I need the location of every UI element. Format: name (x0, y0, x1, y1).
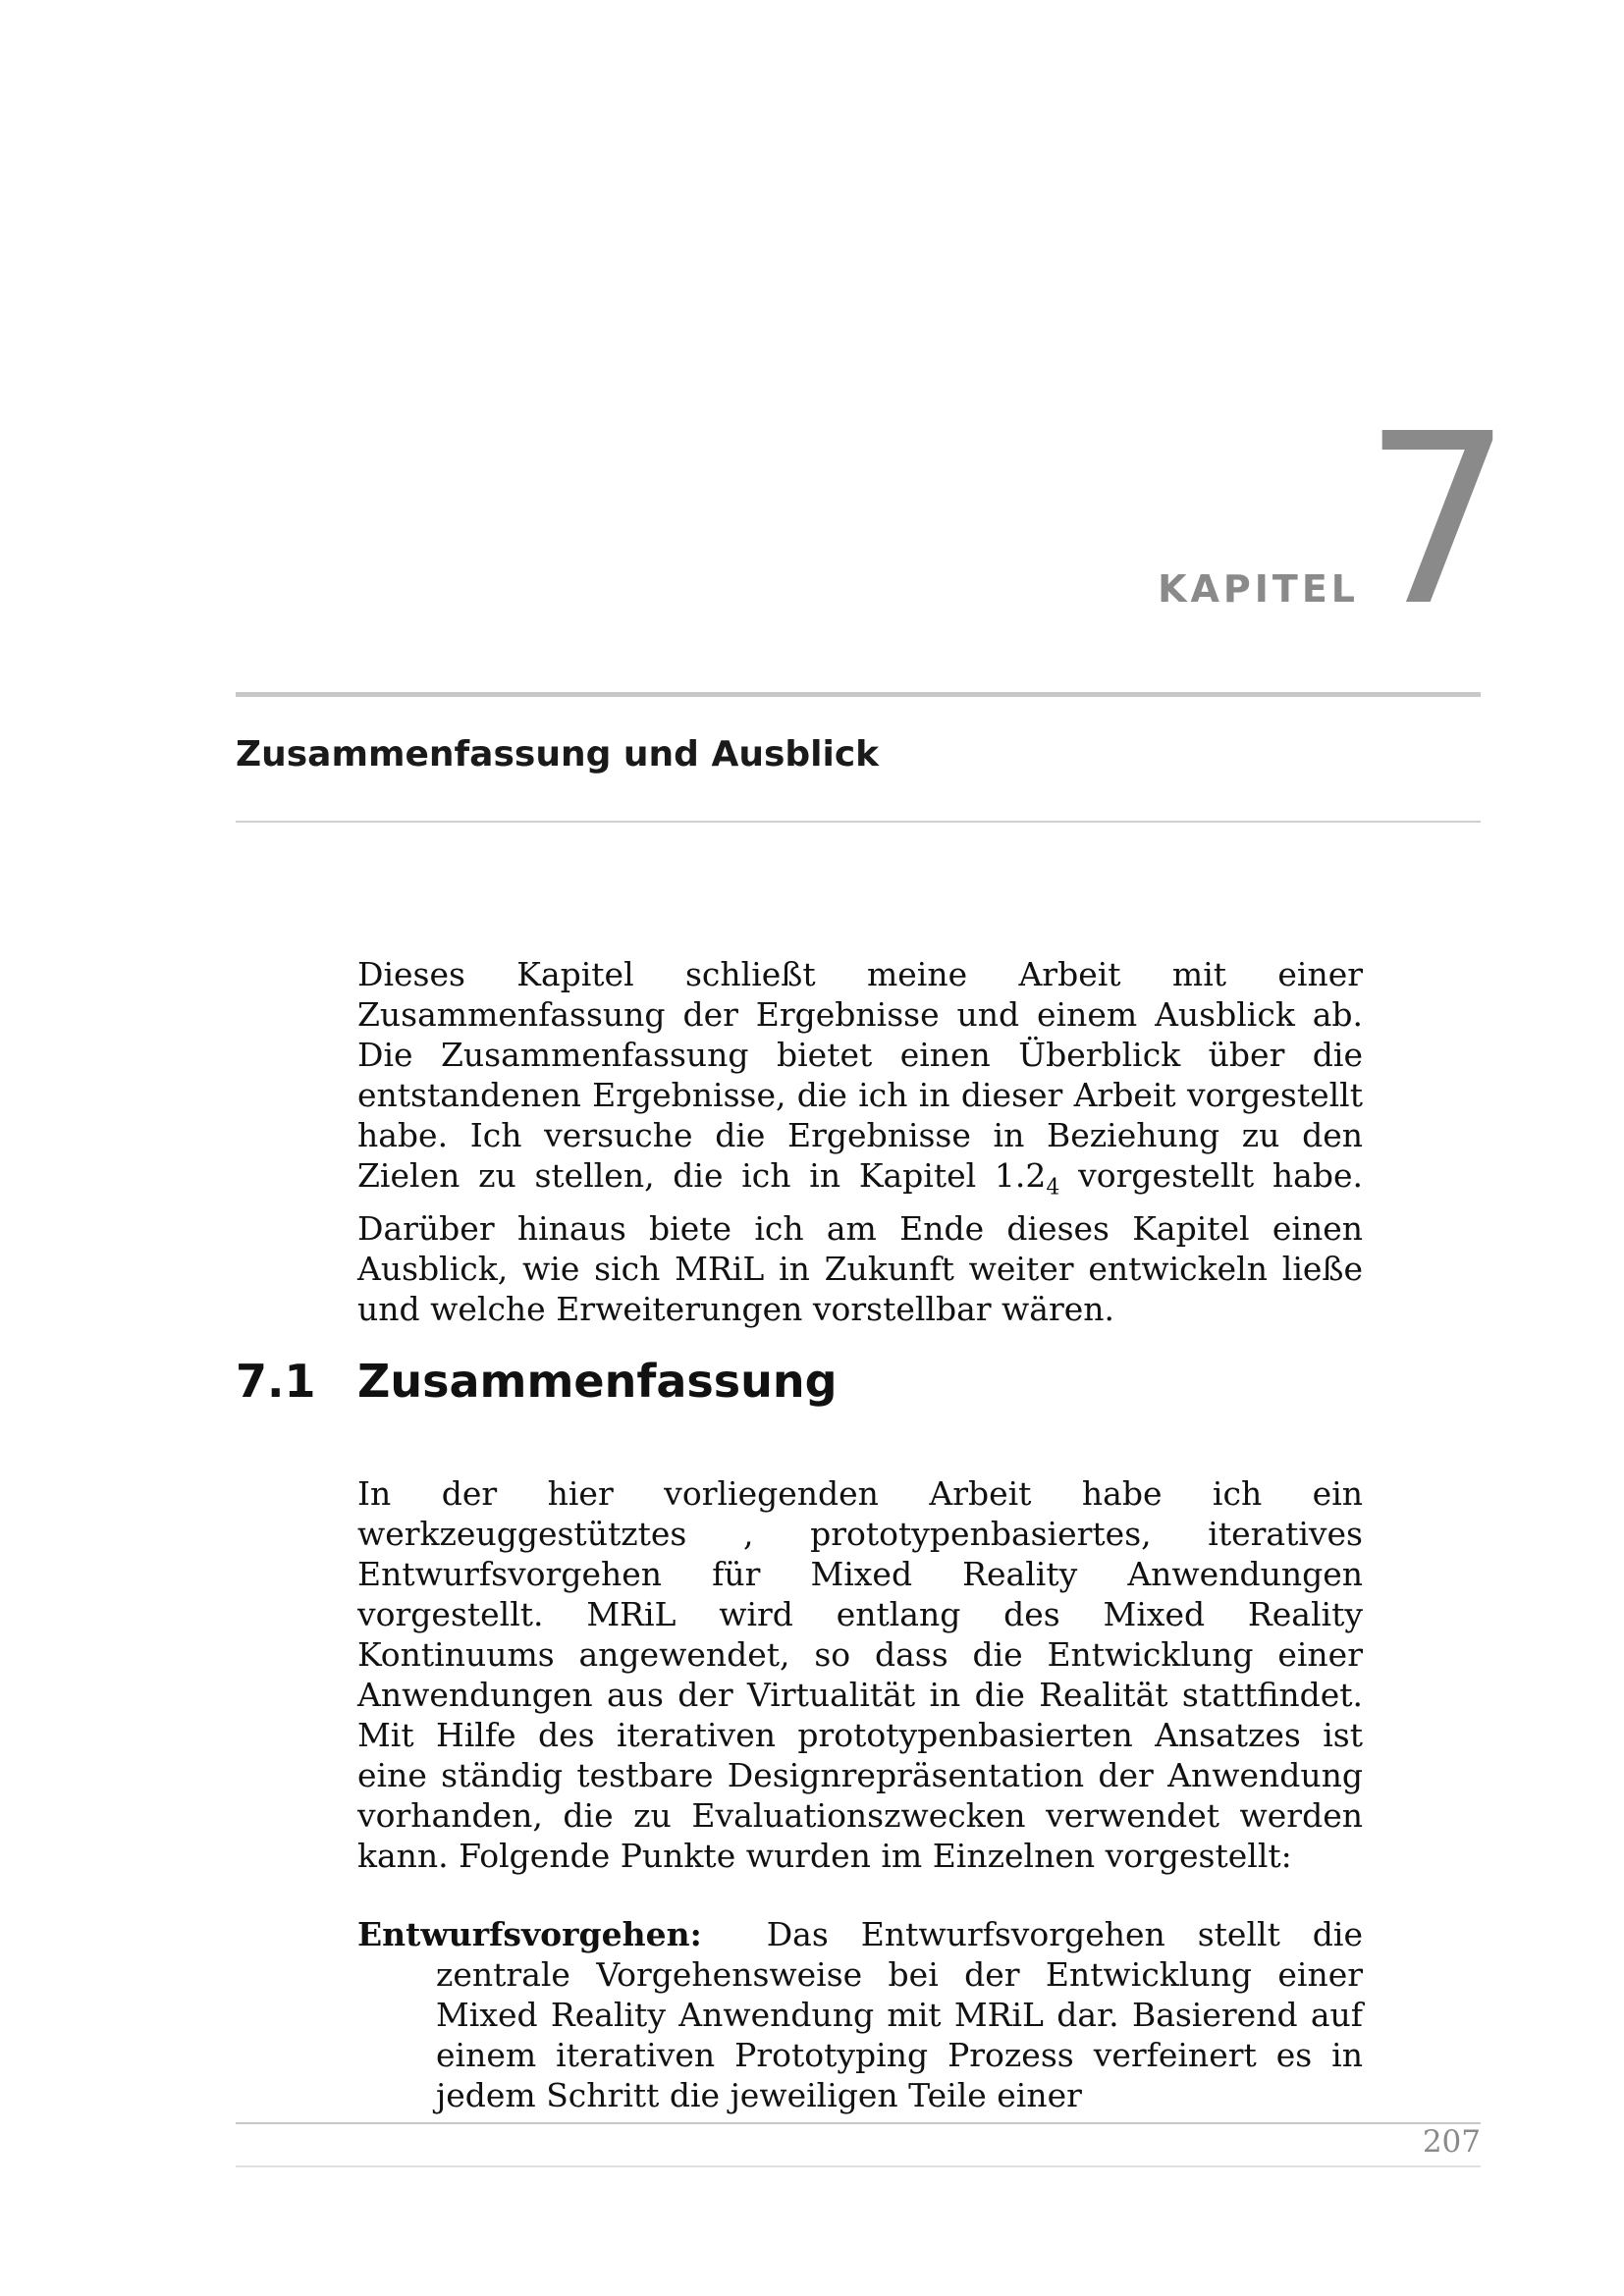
chapter-number: 7 (1363, 383, 1513, 658)
footer-rule (236, 2122, 1481, 2124)
definition-text: Das Entwurfsvorgehen stellt die zentrale Vorgehensweise bei der Entwicklung einer Mixed Reality Anwendung mit MRiL dar. Basierend auf einem iterativen Prototyping Prozess verfeinert es in jedem Schritt die jeweiligen Teile einer (436, 1915, 1364, 2114)
top-rule (236, 692, 1481, 697)
section-number: 7.1 (236, 1355, 316, 1408)
chapter-title: Zusammenfassung und Ausblick (236, 734, 880, 774)
page-number: 207 (1422, 2124, 1481, 2160)
definition-term: Entwurfsvorgehen: (357, 1915, 702, 1953)
definition-item (357, 1914, 1363, 2115)
title-rule (236, 821, 1481, 823)
chapter-label: KAPITEL (1158, 567, 1359, 611)
intro-paragraph (357, 954, 1363, 1329)
intro-text-continued: vorgestellt habe. Darüber hinaus biete ich am Ende dieses Kapitel einen Ausblick, wie sich MRiL in Zukunft weiter entwickeln ließe und welche Erweiterungen vorstellbar wären. (357, 1156, 1363, 1328)
reference-page-number: 4 (1046, 1175, 1060, 1201)
footer-rule-bottom (236, 2165, 1481, 2167)
summary-paragraph: In der hier vorliegenden Arbeit habe ich ein werkzeuggestütztes , prototypenbasiertes, iteratives Entwurfsvorgehen für Mixed Reality Anwendungen vorgestellt. MRiL wird entlang des Mixed Reality Kontinuums angewendet, so dass die Entwicklung einer Anwendungen aus der Virtualität in die Realität stattfindet. Mit Hilfe des iterativen prototypenbasierten Ansatzes ist eine ständig testbare Designrepräsentation der Anwendung vorhanden, die zu Evaluationszwecken verwendet werden kann. Folgende Punkte wurden im Einzelnen vorgestellt: (357, 1474, 1363, 1875)
chapter-reference-link[interactable]: 1.2 (994, 1156, 1047, 1195)
section-title: Zusammenfassung (357, 1355, 838, 1408)
intro-text: Dieses Kapitel schließt meine Arbeit mit einer Zusammenfassung der Ergebnisse und einem Ausblick ab. Die Zusammenfassung bietet einen Überblick über die entstandenen Ergebnisse, die ich in dieser Arbeit vorgestellt habe. Ich versuche die Ergebnisse in Beziehung zu den Zielen zu stellen, die ich in Kapitel (357, 955, 1363, 1195)
section-heading (236, 1355, 838, 1408)
